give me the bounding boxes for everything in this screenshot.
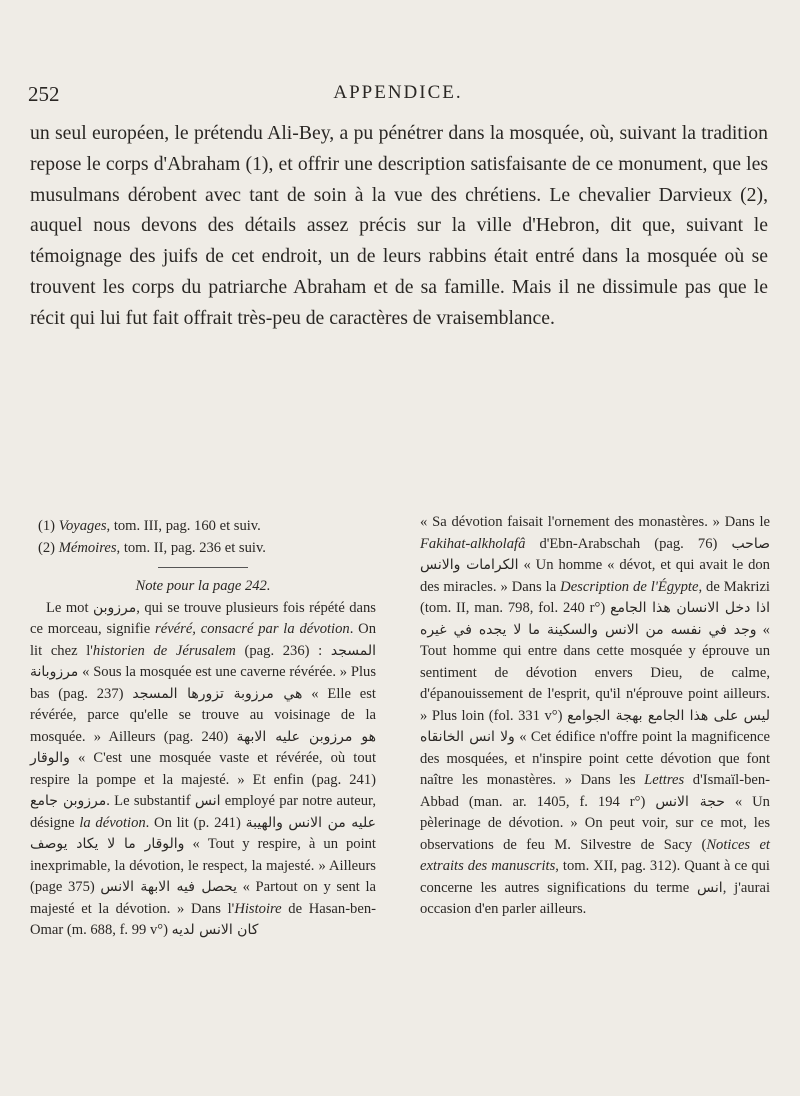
page-header [28, 82, 768, 108]
page-number: 252 [28, 82, 60, 106]
note-paragraph-right: « Sa dévotion faisait l'ornement des monastères. » Dans le Fakihat-alkholafâ d'Ebn-Arabschah (pag. 76) صاحب الكرامات والانس « Un homme « dévot, et qui avait le don des miracles. » Dans la Description de l'Égypte, de Makrizi (tom. II, man. 798, fol. 240 r°) اذا دخل الانسان هذا الجامع وجد في نفسه من الانس والسكينة ما لا يجده في غيره « Tout homme qui entre dans cette mosquée y éprouve un sentiment de dévotion envers Dieu, de calme, d'épanouissement de l'esprit, qu'il n'éprouve point ailleurs. » Plus loin (fol. 331 v°) ليس على هذا الجامع بهجة الجوامع ولا انس الخانقاه « Cet édifice n'offre point la magnificence des mosquées, et n'inspire point cette dévotion que font naître les monastères. » Dans les Lettres d'Ismaïl-ben-Abbad (man. ar. 1405, f. 194 r°) حجة الانس « Un pèlerinage de dévotion. » On peut voir, sur ce mot, les observations de feu M. Silvestre de Sacy (Notices et extraits des manuscrits, tom. XII, pag. 312). Quant à ce qui concerne les autres significations du terme انس, j'aurai occasion d'en parler ailleurs. [420, 514, 771, 917]
main-paragraph: un seul européen, le prétendu Ali-Bey, a pu pénétrer dans la mosquée, où, suivant la tradition repose le corps d'Abraham (1), et offrir une description satisfaisante de ce monument, que les musulmans dérobent avec tant de soin à la vue des chrétiens. Le chevalier Darvieux (2), auquel nous devons des détails assez précis sur la ville d'Hebron, dit que, suivant le témoignage des juifs de cet endroit, un de leurs rabbins était entré dans la mosquée où se trouvent les corps du patriarche Abraham et de sa famille. Mais il ne dissimule pas que le récit qui lui fut fait offrait très-peu de caractères de vraisemblance. [30, 122, 768, 329]
note-title: Note pour la page 242. [135, 578, 271, 594]
right-column [420, 512, 770, 921]
note-paragraph-left: Le mot مرزوبن, qui se trouve plusieurs fois répété dans ce morceau, signifie révéré, consacré par la dévotion. On lit chez l'historien de Jérusalem (pag. 236) : المسجد مرزوبانة « Sous la mosquée est une caverne révérée. » Plus bas (pag. 237) هي مرزوبة تزورها المسجد « Elle est révérée, parce qu'elle se trouve au voisinage de la mosquée. » Ailleurs (pag. 240) هو مرزوبن عليه الابهة والوقار « C'est une mosquée vaste et révérée, où tout respire la pompe et la majesté. » Et enfin (pag. 241) مرزوبن جامع. Le substantif انس employé par notre auteur, désigne la dévotion. On lit (p. 241) عليه من الانس والهيبة والوقار ما لا يكاد يوصف « Tout y respire, à un point inexprimable, la dévotion, le respect, la majesté. » Ailleurs (page 375) يحصل فيه الابهة الانس « Partout on y sent la majesté et la dévotion. » Dans l'Histoire de Hasan-ben-Omar (m. 688, f. 99 v°) كان الانس لديه [30, 599, 377, 938]
footnote-1: (1) Voyages, tom. III, pag. 160 et suiv. [38, 518, 261, 534]
running-head: APPENDICE. [333, 82, 463, 103]
divider [158, 567, 248, 568]
left-column [30, 516, 376, 942]
footnote-2: (2) Mémoires, tom. II, pag. 236 et suiv. [38, 539, 266, 556]
